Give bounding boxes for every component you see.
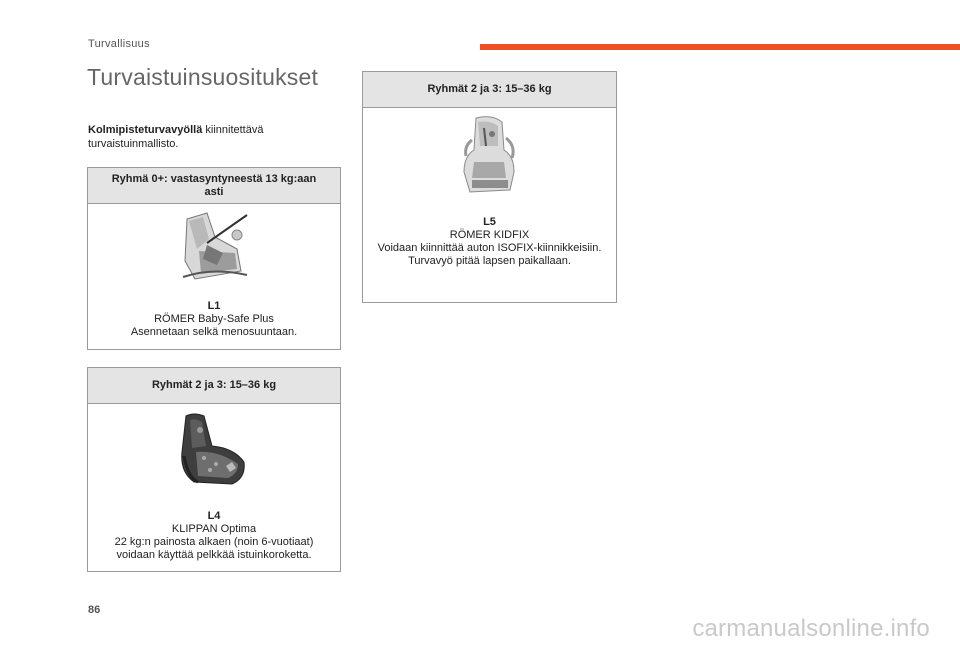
seat-line: Turvavyö pitää lapsen paikallaan. bbox=[408, 255, 571, 267]
seat-line: Voidaan kiinnittää auton ISOFIX-kiinnikkeisiin. bbox=[377, 242, 602, 254]
seat-line: 22 kg:n painosta alkaen (noin 6-vuotiaat) voidaan käyttää pelkkää istuinkoroketta. bbox=[114, 536, 314, 561]
watermark: carmanualsonline.info bbox=[692, 615, 930, 642]
card-header: Ryhmä 0+: vastasyntyneestä 13 kg:aan asti bbox=[88, 168, 340, 204]
section-label: Turvallisuus bbox=[88, 38, 150, 50]
seat-line: Asennetaan selkä menosuuntaan. bbox=[130, 326, 298, 338]
high-back-booster-seat-icon bbox=[363, 108, 616, 216]
seat-line: RÖMER Baby-Safe Plus bbox=[154, 313, 274, 325]
page-title: Turvaistuinsuositukset bbox=[87, 64, 319, 90]
booster-seat-with-backrest-icon bbox=[88, 404, 340, 510]
seat-card-l4 bbox=[87, 367, 341, 572]
intro-text bbox=[88, 123, 328, 151]
seat-code: L4 bbox=[207, 510, 221, 522]
page-number: 86 bbox=[88, 604, 101, 616]
card-text bbox=[363, 216, 616, 268]
card-text bbox=[88, 300, 340, 339]
seat-card-l5 bbox=[362, 71, 617, 303]
card-text bbox=[88, 510, 340, 562]
seat-code: L1 bbox=[207, 300, 221, 312]
intro-bold: Kolmipisteturvavyöllä bbox=[88, 124, 203, 136]
accent-bar bbox=[480, 44, 960, 50]
seat-code: L5 bbox=[483, 216, 496, 228]
infant-carrier-seat-icon bbox=[88, 204, 340, 300]
card-header: Ryhmät 2 ja 3: 15–36 kg bbox=[88, 368, 340, 404]
seat-line: KLIPPAN Optima bbox=[171, 523, 257, 535]
seat-line: RÖMER KIDFIX bbox=[449, 229, 530, 241]
seat-card-l1 bbox=[87, 167, 341, 350]
card-header: Ryhmät 2 ja 3: 15–36 kg bbox=[363, 72, 616, 108]
intro-rest: kiinnitettävä turvaistuinmallisto. bbox=[88, 124, 264, 150]
